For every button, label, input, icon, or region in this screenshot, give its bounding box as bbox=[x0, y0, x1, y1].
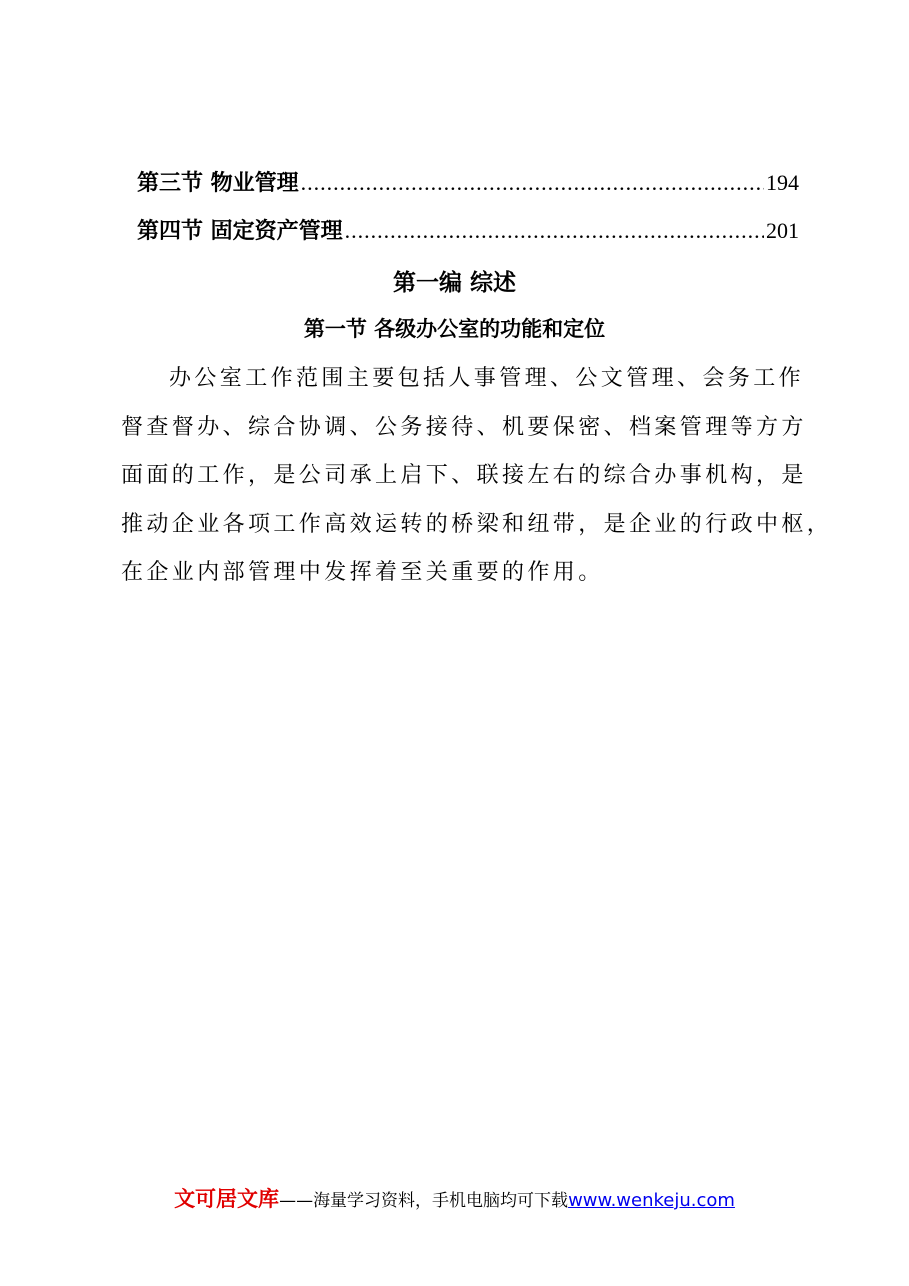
part-title: 第一编 综述 bbox=[392, 270, 516, 296]
footer-banner bbox=[0, 1183, 909, 1213]
toc-entry-title: 第三节 物业管理 bbox=[137, 171, 299, 196]
paragraph-line: 面面的工作，是公司承上启下、联接左右的综合办事机构，是 bbox=[121, 463, 807, 488]
toc-dot-leader bbox=[345, 218, 764, 244]
section-title: 第一节 各级办公室的功能和定位 bbox=[303, 317, 606, 341]
body-paragraph bbox=[121, 355, 833, 598]
toc-entry-fixed-assets[interactable] bbox=[137, 214, 799, 262]
toc-entry-page: 194 bbox=[766, 170, 799, 195]
table-of-contents bbox=[137, 166, 799, 262]
footer-website-link[interactable]: www.wenkeju.com bbox=[568, 1190, 735, 1211]
paragraph-line: 在企业内部管理中发挥着至关重要的作用。 bbox=[121, 560, 604, 585]
toc-entry-title: 第四节 固定资产管理 bbox=[137, 219, 343, 244]
paragraph-line: 办公室工作范围主要包括人事管理、公文管理、会务工作 bbox=[169, 366, 805, 391]
toc-entry-property-management[interactable] bbox=[137, 166, 799, 214]
paragraph-line: 推动企业各项工作高效运转的桥梁和纽带，是企业的行政中枢， bbox=[121, 511, 833, 537]
paragraph-line: 督查督办、综合协调、公务接待、机要保密、档案管理等方方 bbox=[121, 414, 807, 440]
footer-brand: 文可居文库 bbox=[174, 1187, 280, 1211]
toc-dot-leader bbox=[301, 170, 764, 196]
footer-slogan: ——海量学习资料，手机电脑均可下载 bbox=[279, 1191, 569, 1211]
toc-entry-page: 201 bbox=[766, 218, 799, 243]
